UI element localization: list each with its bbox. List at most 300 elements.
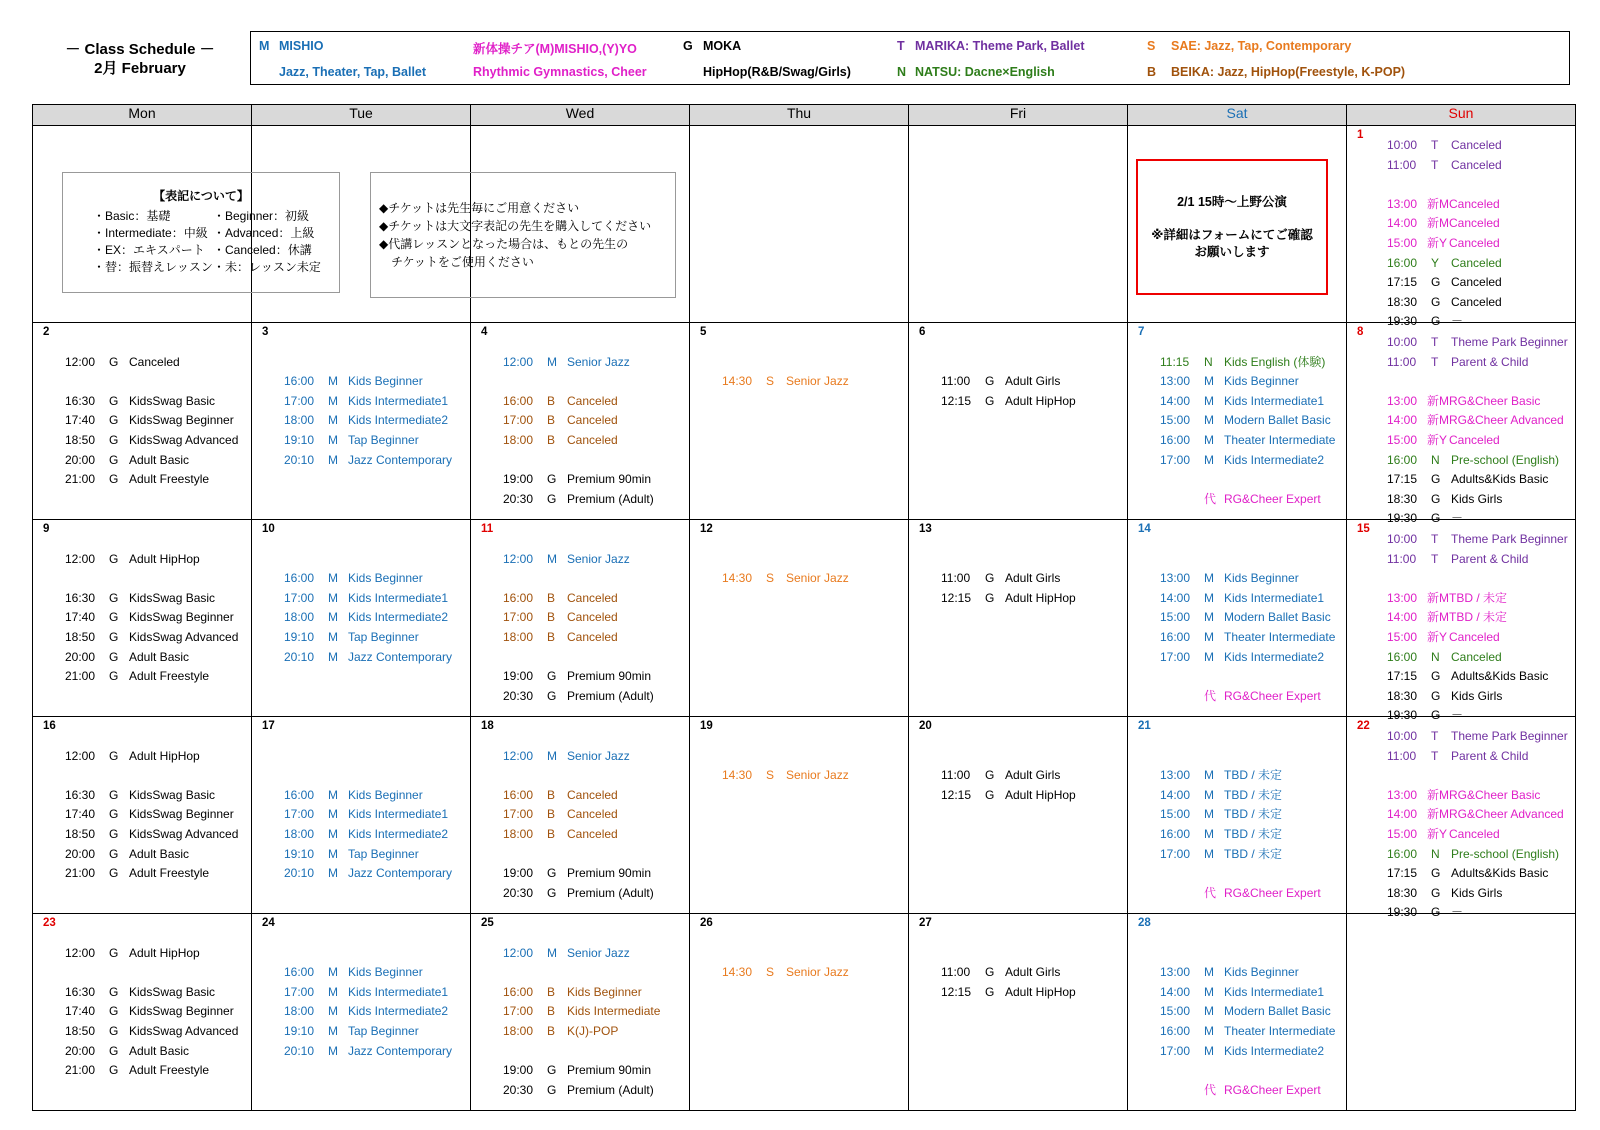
day-cell — [690, 717, 909, 914]
lesson-instructor-code: M — [328, 1024, 338, 1038]
day-cell — [33, 323, 252, 520]
lesson-class-name: RG&Cheer Expert — [1224, 885, 1321, 900]
lesson-instructor-code: B — [547, 1024, 556, 1038]
lesson-time: 17:00 — [1160, 649, 1191, 664]
lesson-time: 11:00 — [941, 374, 971, 389]
lesson-time: 14:30 — [722, 768, 753, 783]
legend-name-natsu: NATSU: Dacne×English — [915, 65, 1055, 79]
legend-code-s: S — [1147, 39, 1156, 53]
lesson-time: 17:15 — [1387, 275, 1418, 290]
lesson-class-name: Pre-school (English) — [1451, 452, 1560, 467]
lesson-time: 15:00 — [1160, 610, 1191, 625]
day-number: 9 — [43, 523, 50, 535]
lesson-class-name: Kids Intermediate1 — [1224, 984, 1325, 999]
week-row — [33, 717, 1576, 914]
lesson-time: 20:30 — [503, 1082, 534, 1097]
day-number: 3 — [262, 326, 269, 338]
lesson-time: 10:00 — [1387, 335, 1418, 349]
lesson-instructor-code: G — [109, 787, 119, 802]
notation-item: ・Basic：基礎 — [93, 209, 171, 223]
lesson-class-name: Adult Basic — [129, 846, 190, 861]
day-cell — [909, 323, 1128, 520]
lesson-instructor-code: G — [985, 590, 995, 605]
day-cell — [690, 126, 909, 323]
lesson-instructor-code: 新Y — [1427, 827, 1448, 841]
day-number: 20 — [919, 720, 932, 732]
day-cell-content — [690, 717, 908, 913]
lesson-instructor-code: S — [766, 571, 775, 586]
lesson-instructor-code: B — [547, 630, 556, 644]
legend-code-g: G — [683, 39, 693, 53]
day-cell-content — [909, 323, 1127, 519]
lesson-time: 15:00 — [1160, 413, 1191, 428]
lesson-class-name: Theme Park Beginner — [1451, 335, 1568, 349]
lesson-instructor-code: 新M — [1427, 196, 1449, 211]
lesson-time: 16:00 — [1387, 649, 1418, 664]
lesson-instructor-code: G — [109, 649, 119, 664]
lesson-time: 20:10 — [284, 452, 315, 467]
lesson-instructor-code: G — [1431, 669, 1441, 684]
lesson-instructor-code: M — [547, 748, 557, 763]
lesson-class-name: Canceled — [1451, 275, 1502, 290]
lesson-time: 19:10 — [284, 630, 315, 644]
day-number: 16 — [43, 720, 56, 732]
lesson-class-name: KidsSwag Advanced — [129, 630, 239, 644]
lesson-instructor-code: 代 — [1204, 491, 1217, 506]
lesson-class-name: RG&Cheer Basic — [1449, 787, 1541, 802]
lesson-instructor-code: B — [547, 984, 556, 999]
lesson-instructor-code: G — [985, 768, 995, 783]
lesson-time: 11:00 — [941, 768, 971, 783]
lesson-instructor-code: G — [547, 472, 557, 487]
lesson-instructor-code: G — [1431, 491, 1441, 506]
ticket-note-line: ◆チケットは先生毎にご用意ください — [379, 201, 580, 215]
lesson-instructor-code: N — [1204, 354, 1213, 369]
lesson-class-name: Adult Basic — [129, 452, 190, 467]
lesson-class-name: Kids Girls — [1451, 688, 1503, 703]
lesson-instructor-code: B — [547, 807, 556, 822]
lesson-instructor-code: S — [766, 768, 775, 783]
lesson-time: 17:00 — [1160, 452, 1191, 467]
lesson-time: 18:50 — [65, 630, 96, 644]
lesson-instructor-code: G — [1431, 905, 1441, 920]
lesson-time: 20:00 — [65, 1043, 96, 1058]
lesson-instructor-code: M — [328, 649, 338, 664]
day-cell-content — [33, 520, 251, 716]
lesson-instructor-code: G — [109, 452, 119, 467]
day-cell — [252, 914, 471, 1111]
lesson-class-name: Parent & Child — [1451, 748, 1529, 763]
lesson-instructor-code: B — [547, 433, 556, 447]
lesson-time: 11:00 — [1387, 354, 1417, 369]
lesson-class-name: TBD / 未定 — [1449, 610, 1508, 625]
lesson-instructor-code: G — [109, 748, 119, 763]
lesson-time: 11:00 — [941, 571, 971, 586]
lesson-class-name: KidsSwag Basic — [129, 787, 216, 802]
lesson-time: 16:00 — [284, 374, 315, 389]
lesson-time: 17:40 — [65, 807, 96, 822]
lesson-class-name: RG&Cheer Expert — [1224, 688, 1321, 703]
lesson-class-name: Canceled — [567, 827, 618, 841]
lesson-time: 19:30 — [1387, 314, 1418, 329]
day-cell — [690, 914, 909, 1111]
lesson-class-name: Adult Girls — [1005, 374, 1061, 389]
lesson-time: 19:00 — [503, 472, 534, 487]
legend-name-beika: BEIKA: Jazz, HipHop(Freestyle, K-POP) — [1171, 65, 1406, 79]
lesson-class-name: Kids Intermediate — [567, 1004, 661, 1019]
day-cell — [252, 717, 471, 914]
lesson-time: 10:00 — [1387, 138, 1418, 152]
lesson-class-name: Premium 90min — [567, 669, 652, 684]
lesson-class-name: RG&Cheer Advanced — [1449, 413, 1564, 428]
lesson-instructor-code: M — [1204, 413, 1214, 428]
day-cell — [1128, 717, 1347, 914]
day-cell — [471, 717, 690, 914]
lesson-class-name: TBD / 未定 — [1224, 827, 1283, 841]
lesson-time: 12:00 — [503, 551, 534, 566]
lesson-class-name: KidsSwag Advanced — [129, 433, 239, 447]
lesson-time: 17:00 — [1160, 846, 1191, 861]
lesson-time: 17:00 — [503, 413, 534, 428]
lesson-class-name: Canceled — [1449, 827, 1500, 841]
lesson-class-name: Jazz Contemporary — [348, 452, 453, 467]
lesson-class-name: Senior Jazz — [567, 748, 630, 763]
day-cell — [1347, 717, 1576, 920]
lesson-instructor-code: B — [547, 393, 556, 408]
legend-sub-rg-cheer: Rhythmic Gymnastics, Cheer — [473, 65, 647, 79]
lesson-class-name: Modern Ballet Basic — [1224, 1004, 1331, 1019]
lesson-instructor-code: G — [109, 827, 119, 841]
lesson-time: 19:10 — [284, 433, 315, 447]
lesson-class-name: KidsSwag Advanced — [129, 827, 239, 841]
lesson-time: 16:30 — [65, 787, 96, 802]
legend-name-marika: MARIKA: Theme Park, Ballet — [915, 39, 1085, 53]
lesson-instructor-code: G — [1431, 314, 1441, 329]
lesson-class-name: TBD / 未定 — [1224, 768, 1283, 783]
ticket-note-line: ◆代講レッスンとなった場合は、もとの先生の — [379, 237, 629, 251]
lesson-class-name: RG&Cheer Advanced — [1449, 807, 1564, 822]
day-cell-content — [252, 717, 470, 913]
day-cell-content — [252, 520, 470, 716]
instructor-legend — [250, 31, 1570, 85]
lesson-instructor-code: G — [109, 630, 119, 644]
lesson-instructor-code: M — [1204, 571, 1214, 586]
day-number: 13 — [919, 523, 932, 535]
lesson-time: 12:00 — [65, 945, 96, 960]
notation-item: ・Beginner：初級 — [213, 209, 310, 223]
lesson-class-name: Premium 90min — [567, 1063, 652, 1078]
lesson-time: 15:00 — [1387, 236, 1418, 250]
lesson-instructor-code: M — [1204, 374, 1214, 389]
lesson-class-name: Canceled — [1449, 196, 1500, 211]
lesson-class-name: Canceled — [567, 807, 618, 822]
lesson-time: 18:30 — [1387, 294, 1418, 309]
lesson-class-name: Premium (Adult) — [567, 1082, 654, 1097]
lesson-time: 11:15 — [1160, 354, 1190, 369]
day-number: 5 — [700, 326, 707, 338]
lesson-class-name: Kids Intermediate2 — [348, 413, 449, 428]
lesson-time: 17:00 — [503, 1004, 534, 1019]
lesson-instructor-code: M — [328, 393, 338, 408]
lesson-time: 12:15 — [941, 787, 972, 802]
notation-item: ・Advanced：上級 — [213, 226, 315, 240]
lesson-instructor-code: 新M — [1427, 413, 1449, 428]
lesson-time: 11:00 — [941, 965, 971, 980]
lesson-class-name: Canceled — [567, 413, 618, 428]
lesson-class-name: Adults&Kids Basic — [1451, 472, 1549, 487]
lesson-instructor-code: T — [1431, 729, 1439, 743]
lesson-time: 19:30 — [1387, 905, 1418, 920]
lesson-instructor-code: M — [328, 413, 338, 428]
lesson-instructor-code: M — [328, 630, 338, 644]
lesson-class-name: Theater Intermediate — [1224, 630, 1336, 644]
lesson-time: 19:00 — [503, 866, 534, 881]
lesson-class-name: Kids Beginner — [1224, 571, 1299, 586]
day-number: 27 — [919, 917, 932, 929]
day-number: 12 — [700, 523, 713, 535]
lesson-time: 18:30 — [1387, 885, 1418, 900]
day-cell — [909, 126, 1128, 323]
lesson-class-name: Adult HipHop — [1005, 393, 1076, 408]
lesson-time: 13:00 — [1160, 768, 1191, 783]
lesson-time: 13:00 — [1387, 787, 1418, 802]
lesson-instructor-code: M — [328, 374, 338, 389]
lesson-instructor-code: T — [1431, 157, 1439, 172]
lesson-instructor-code: M — [328, 590, 338, 605]
lesson-time: 21:00 — [65, 669, 96, 684]
lesson-time: 12:00 — [503, 748, 534, 763]
lesson-instructor-code: M — [328, 1043, 338, 1058]
lesson-class-name: Kids Intermediate1 — [348, 590, 449, 605]
lesson-class-name: Tap Beginner — [348, 630, 419, 644]
lesson-class-name: KidsSwag Beginner — [129, 807, 234, 822]
legend-sub-moka: HipHop(R&B/Swag/Girls) — [703, 65, 851, 79]
lesson-instructor-code: 新M — [1427, 590, 1449, 605]
lesson-time: 12:15 — [941, 393, 972, 408]
lesson-time: 14:30 — [722, 571, 753, 586]
lesson-instructor-code: M — [328, 452, 338, 467]
lesson-class-name: RG&Cheer Expert — [1224, 1082, 1321, 1097]
lesson-class-name: Parent & Child — [1451, 354, 1529, 369]
day-cell — [909, 717, 1128, 914]
lesson-time: 16:00 — [284, 571, 315, 586]
lesson-time: 12:00 — [65, 354, 96, 369]
legend-code-b: B — [1147, 65, 1157, 79]
lesson-time: 14:00 — [1387, 807, 1418, 822]
day-cell-content — [471, 520, 689, 716]
day-number: 11 — [481, 523, 494, 535]
lesson-class-name: Premium (Adult) — [567, 491, 654, 506]
lesson-class-name: KidsSwag Beginner — [129, 610, 234, 625]
day-number: 14 — [1138, 523, 1151, 535]
day-cell — [909, 914, 1128, 1111]
lesson-time: 16:00 — [503, 590, 534, 605]
weekday-wed: Wed — [471, 105, 690, 126]
weekday-tue: Tue — [252, 105, 471, 126]
lesson-instructor-code: M — [1204, 768, 1214, 783]
lesson-instructor-code: M — [328, 433, 338, 447]
lesson-class-name: Premium (Adult) — [567, 885, 654, 900]
notice-line1: 2/1 15時～上野公演 — [1177, 195, 1287, 209]
lesson-instructor-code: G — [109, 945, 119, 960]
lesson-class-name: Kids Girls — [1451, 491, 1503, 506]
lesson-instructor-code: G — [547, 1063, 557, 1078]
lesson-class-name: KidsSwag Basic — [129, 590, 216, 605]
lesson-class-name: Canceled — [1449, 216, 1500, 231]
lesson-instructor-code: G — [109, 1063, 119, 1078]
day-cell — [1347, 914, 1576, 1111]
lesson-instructor-code: G — [109, 1024, 119, 1038]
lesson-class-name: Tap Beginner — [348, 433, 419, 447]
lesson-instructor-code: M — [328, 984, 338, 999]
lesson-class-name: Premium (Adult) — [567, 688, 654, 703]
day-number: 15 — [1357, 523, 1370, 535]
ticket-note-line: ◆チケットは大文字表記の先生を購入してください — [379, 219, 652, 233]
day-number: 28 — [1138, 917, 1151, 929]
day-cell — [1128, 323, 1347, 520]
lesson-instructor-code: G — [1431, 708, 1441, 723]
lesson-instructor-code: 代 — [1204, 885, 1217, 900]
lesson-time: 18:50 — [65, 1024, 96, 1038]
lesson-time: 16:00 — [1160, 630, 1191, 644]
lesson-instructor-code: G — [985, 984, 995, 999]
lesson-time: 17:15 — [1387, 669, 1418, 684]
day-cell — [33, 520, 252, 717]
lesson-instructor-code: 新M — [1427, 787, 1449, 802]
lesson-instructor-code: 代 — [1204, 688, 1217, 703]
lesson-instructor-code: B — [547, 787, 556, 802]
lesson-instructor-code: G — [547, 885, 557, 900]
lesson-instructor-code: G — [109, 1043, 119, 1058]
lesson-time: 20:30 — [503, 491, 534, 506]
lesson-instructor-code: G — [1431, 472, 1441, 487]
lesson-class-name: K(J)-POP — [567, 1024, 619, 1038]
day-number: 1 — [1357, 129, 1364, 141]
lesson-instructor-code: M — [1204, 827, 1214, 841]
day-cell-content — [471, 914, 689, 1110]
lesson-class-name: Senior Jazz — [786, 374, 849, 389]
lesson-class-name: Kids Beginner — [348, 571, 423, 586]
day-cell — [471, 914, 690, 1111]
lesson-class-name: Adult HipHop — [129, 945, 200, 960]
day-cell-content — [1347, 914, 1575, 1110]
lesson-class-name: Kids Intermediate1 — [1224, 393, 1325, 408]
lesson-instructor-code: M — [328, 787, 338, 802]
legend-code-m: M — [259, 39, 270, 53]
lesson-class-name: Adult Freestyle — [129, 1063, 210, 1078]
lesson-class-name: Adult Freestyle — [129, 472, 210, 487]
lesson-class-name: Kids Intermediate1 — [348, 393, 449, 408]
lesson-instructor-code: G — [985, 393, 995, 408]
lesson-class-name: Theme Park Beginner — [1451, 532, 1568, 546]
lesson-time: 20:30 — [503, 885, 534, 900]
lesson-time: 12:00 — [503, 354, 534, 369]
day-cell — [1347, 126, 1576, 329]
lesson-time: 14:00 — [1160, 787, 1191, 802]
title-line1: － Class Schedule － — [65, 41, 215, 58]
lesson-class-name: Canceled — [1449, 236, 1500, 250]
lesson-instructor-code: M — [1204, 649, 1214, 664]
lesson-class-name: Adults&Kids Basic — [1451, 866, 1549, 881]
lesson-class-name: Canceled — [1451, 255, 1502, 270]
lesson-time: 17:40 — [65, 413, 96, 428]
legend-code-t: T — [897, 39, 905, 53]
lesson-instructor-code: 新Y — [1427, 236, 1448, 250]
lesson-class-name: Canceled — [1449, 433, 1500, 447]
weekday-fri: Fri — [909, 105, 1128, 126]
day-cell-content — [252, 323, 470, 519]
lesson-instructor-code: M — [1204, 1004, 1214, 1019]
lesson-class-name: KidsSwag Basic — [129, 984, 216, 999]
lesson-instructor-code: B — [547, 413, 556, 428]
day-cell-content — [33, 914, 251, 1110]
lesson-class-name: Adult Freestyle — [129, 866, 210, 881]
lesson-instructor-code: S — [766, 374, 775, 389]
lesson-time: 19:30 — [1387, 708, 1418, 723]
day-cell-content — [690, 126, 908, 322]
lesson-time: 17:40 — [65, 1004, 96, 1019]
day-cell-content — [1347, 717, 1575, 920]
lesson-class-name: Adult Girls — [1005, 571, 1061, 586]
lesson-class-name: TBD / 未定 — [1224, 846, 1283, 861]
lesson-time: 16:30 — [65, 393, 96, 408]
day-cell-content — [909, 914, 1127, 1110]
lesson-time: 20:10 — [284, 866, 315, 881]
lesson-instructor-code: 新Y — [1427, 630, 1448, 644]
lesson-class-name: Kids Beginner — [1224, 965, 1299, 980]
ticket-notes-box — [370, 172, 676, 298]
lesson-time: 16:00 — [1387, 255, 1418, 270]
lesson-instructor-code: G — [985, 787, 995, 802]
lesson-class-name: Canceled — [1451, 294, 1502, 309]
lesson-instructor-code: G — [1431, 885, 1441, 900]
lesson-time: 18:00 — [284, 1004, 315, 1019]
lesson-time: 17:00 — [503, 610, 534, 625]
lesson-time: 12:00 — [65, 748, 96, 763]
lesson-instructor-code: G — [547, 688, 557, 703]
lesson-instructor-code: M — [1204, 984, 1214, 999]
lesson-instructor-code: 新M — [1427, 610, 1449, 625]
ticket-note-line: チケットをご使用ください — [379, 255, 534, 269]
notation-item: ・EX：エキスパート — [93, 243, 205, 257]
lesson-instructor-code: M — [1204, 393, 1214, 408]
week-row — [33, 914, 1576, 1111]
lesson-instructor-code: G — [547, 491, 557, 506]
lesson-class-name: Theme Park Beginner — [1451, 729, 1568, 743]
lesson-instructor-code: G — [109, 393, 119, 408]
lesson-class-name: Kids Beginner — [348, 965, 423, 980]
lesson-class-name: Adult Girls — [1005, 965, 1061, 980]
lesson-time: 16:00 — [284, 965, 315, 980]
day-cell-content — [33, 323, 251, 519]
title-line2: 2月 February — [94, 60, 186, 77]
lesson-time: 16:00 — [1387, 846, 1418, 861]
day-cell — [1128, 520, 1347, 717]
day-cell-content — [909, 520, 1127, 716]
lesson-class-name: － — [1451, 314, 1464, 329]
day-cell-content — [1347, 323, 1575, 526]
lesson-time: 16:00 — [503, 787, 534, 802]
day-cell — [690, 520, 909, 717]
lesson-class-name: Canceled — [567, 393, 618, 408]
lesson-class-name: Canceled — [1449, 630, 1500, 644]
lesson-time: 18:00 — [503, 433, 534, 447]
lesson-class-name: Canceled — [1451, 649, 1502, 664]
lesson-instructor-code: 代 — [1204, 1082, 1217, 1097]
lesson-class-name: RG&Cheer Expert — [1224, 491, 1321, 506]
day-cell — [471, 323, 690, 520]
lesson-time: 11:00 — [1387, 157, 1417, 172]
